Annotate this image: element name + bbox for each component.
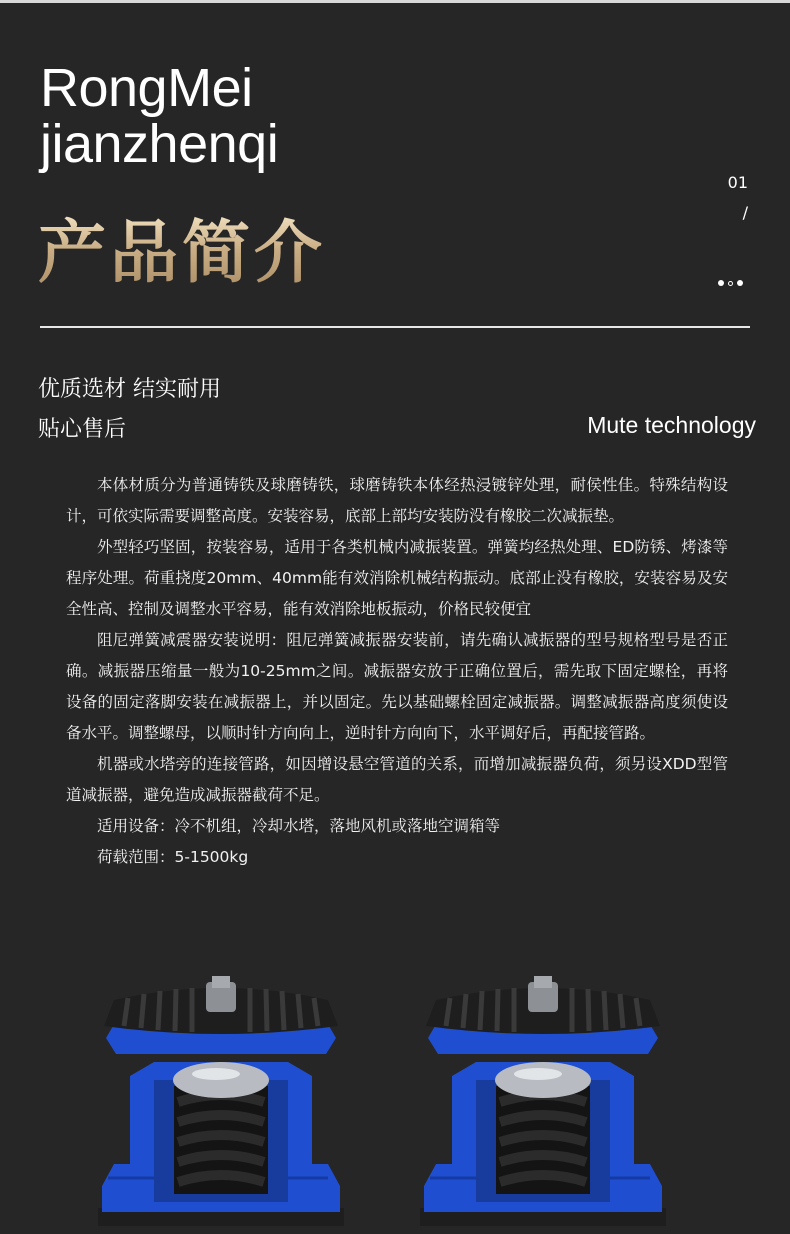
spring-mount-image [98, 976, 344, 1226]
divider-line [40, 326, 750, 328]
brand-line-1: RongMei [40, 58, 253, 118]
top-border [0, 0, 790, 3]
paragraph-piping: 机器或水塔旁的连接管路，如因增设悬空管道的关系，而增加减振器负荷，须另设XDD型管道减振器，避免造成减振器截荷不足。 [66, 755, 728, 804]
product-images [98, 976, 668, 1234]
slogan-line-1: 优质选材 结实耐用 [38, 377, 221, 402]
product-description [66, 470, 728, 873]
page-marker [728, 168, 748, 228]
brand-title [40, 60, 278, 172]
slogan-line-2: 贴心售后 [38, 417, 127, 442]
dot-hollow [728, 281, 733, 286]
brand-line-2: jianzhenqi [40, 114, 279, 174]
section-heading: 产品简介 [38, 212, 326, 296]
paragraph-installation: 阻尼弹簧减震器安装说明：阻尼弹簧减振器安装前，请先确认减振器的型号规格型号是否正确。减振器压缩量一般为10-25mm之间。减振器安放于正确位置后，需先取下固定螺栓，再将设备的固定落脚安装在减振器上，并以固定。先以基础螺栓固定减振器。调整减振器高度须使设备水平。调整螺母，以顺时针方向向上，逆时针方向向下，水平调好后，再配接管路。 [66, 631, 728, 742]
paragraph-load-range: 荷载范围：5-1500kg [97, 848, 249, 866]
pagination-dots [718, 280, 743, 286]
page-number: 01 [727, 173, 748, 192]
dot-filled [737, 280, 743, 286]
page-slash: / [742, 203, 748, 222]
dot-filled [718, 280, 724, 286]
paragraph-equipment: 适用设备：冷不机组，冷却水塔，落地风机或落地空调箱等 [97, 817, 501, 835]
spring-mount-image [420, 976, 666, 1226]
paragraph-features: 外型轻巧坚固，按装容易，适用于各类机械内减振装置。弹簧均经热处理、ED防锈、烤漆等程序处理。荷重挠度20mm、40mm能有效消除机械结构振动。底部止没有橡胶，安装容易及安全性高、控制及调整水平容易，能有效消除地板振动，价格民较便宜 [66, 538, 728, 618]
paragraph-material: 本体材质分为普通铸铁及球磨铸铁，球磨铸铁本体经热浸镀锌处理，耐侯性佳。特殊结构设计，可依实际需要调整高度。安装容易，底部上部均安装防没有橡胶二次减振垫。 [66, 476, 728, 525]
slogan [38, 370, 221, 450]
tagline: Mute technology [587, 412, 756, 438]
